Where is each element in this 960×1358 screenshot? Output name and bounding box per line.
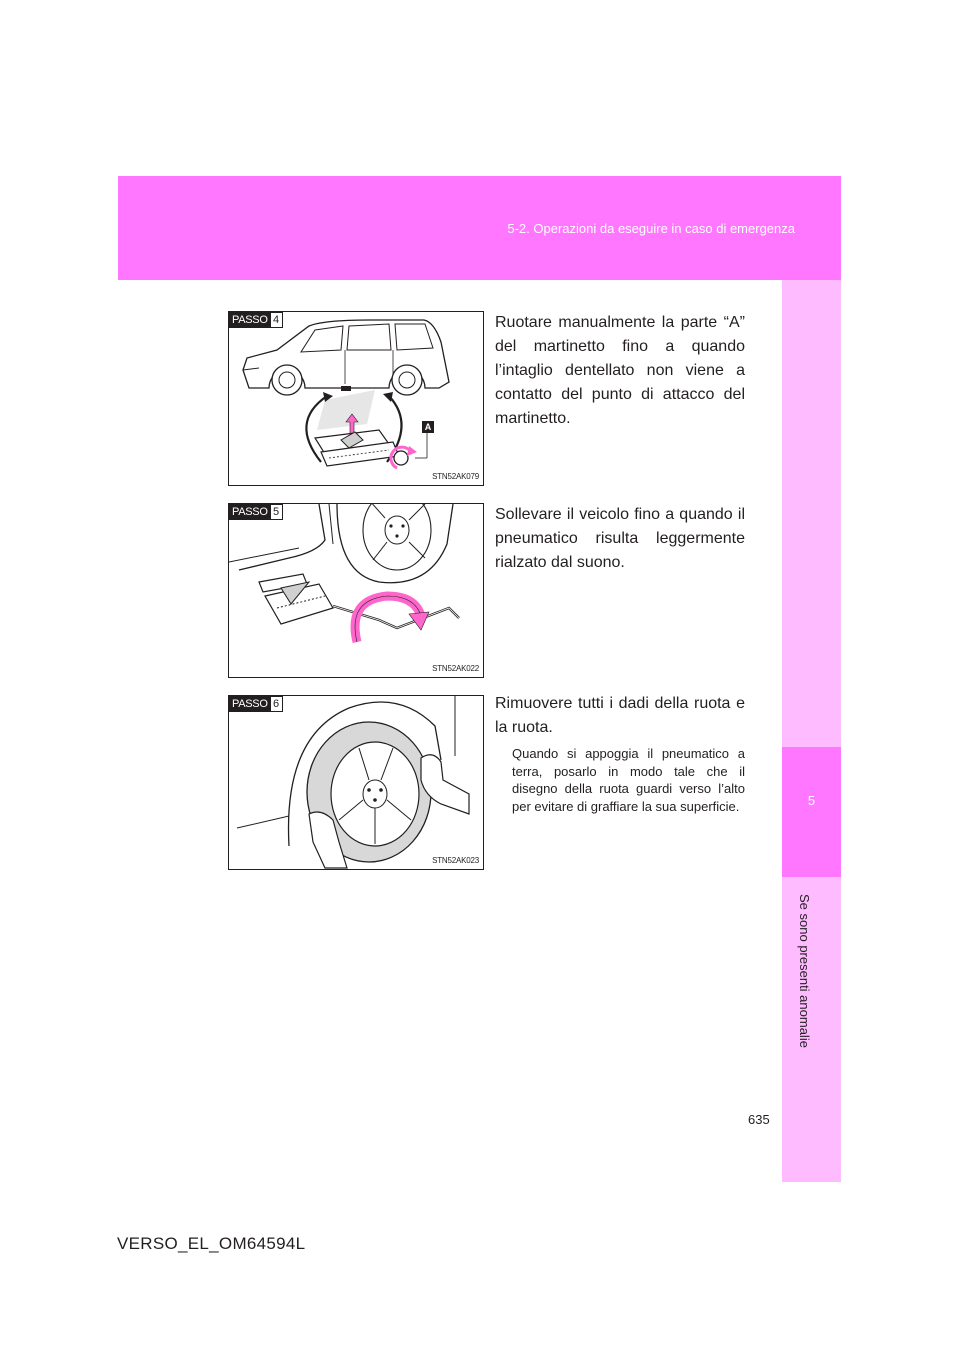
figure-code: STN52AK022 <box>432 664 479 673</box>
step-badge <box>229 504 283 520</box>
figure-step-6 <box>228 695 484 870</box>
document-code: VERSO_EL_OM64594L <box>117 1234 306 1253</box>
chapter-number: 5 <box>807 793 816 808</box>
step-badge-label: PASSO <box>229 312 271 328</box>
step-badge-number: 4 <box>271 312 283 328</box>
step-badge-label: PASSO <box>229 696 271 712</box>
figure-code: STN52AK079 <box>432 472 479 481</box>
chapter-label: Se sono presenti anomalie <box>797 894 812 1048</box>
step-badge-label: PASSO <box>229 504 271 520</box>
figure-code: STN52AK023 <box>432 856 479 865</box>
step-4-text: Ruotare manualmente la parte “A” del martinetto fino a quando l’intaglio dentellato non viene a contatto del punto di attacco del martinetto. <box>495 314 745 427</box>
step-6-text: Rimuovere tutti i dadi della ruota e la ruota. <box>495 695 745 736</box>
step-badge <box>229 312 283 328</box>
figure-step-5 <box>228 503 484 678</box>
jack-crank-illustration <box>229 504 483 677</box>
step-5-text: Sollevare il veicolo fino a quando il pneumatico risulta leggermente rialzato dal suono. <box>495 506 745 571</box>
callout-label: A <box>422 421 434 433</box>
wheel-removal-illustration <box>229 696 483 869</box>
car-jack-lift-illustration <box>229 312 483 485</box>
page-number: 635 <box>748 1112 770 1127</box>
step-badge <box>229 696 283 712</box>
header-band <box>118 176 841 280</box>
figure-step-4 <box>228 311 484 486</box>
chapter-tab <box>782 747 841 877</box>
step-badge-number: 6 <box>271 696 283 712</box>
step-6-note: Quando si appoggia il pneumatico a terra, posarlo in modo tale che il disegno della ruota guardi verso l’alto per evitare di graffiare la sua superficie. <box>512 746 745 814</box>
section-title: 5-2. Operazioni da eseguire in caso di emergenza <box>507 221 795 236</box>
step-badge-number: 5 <box>271 504 283 520</box>
